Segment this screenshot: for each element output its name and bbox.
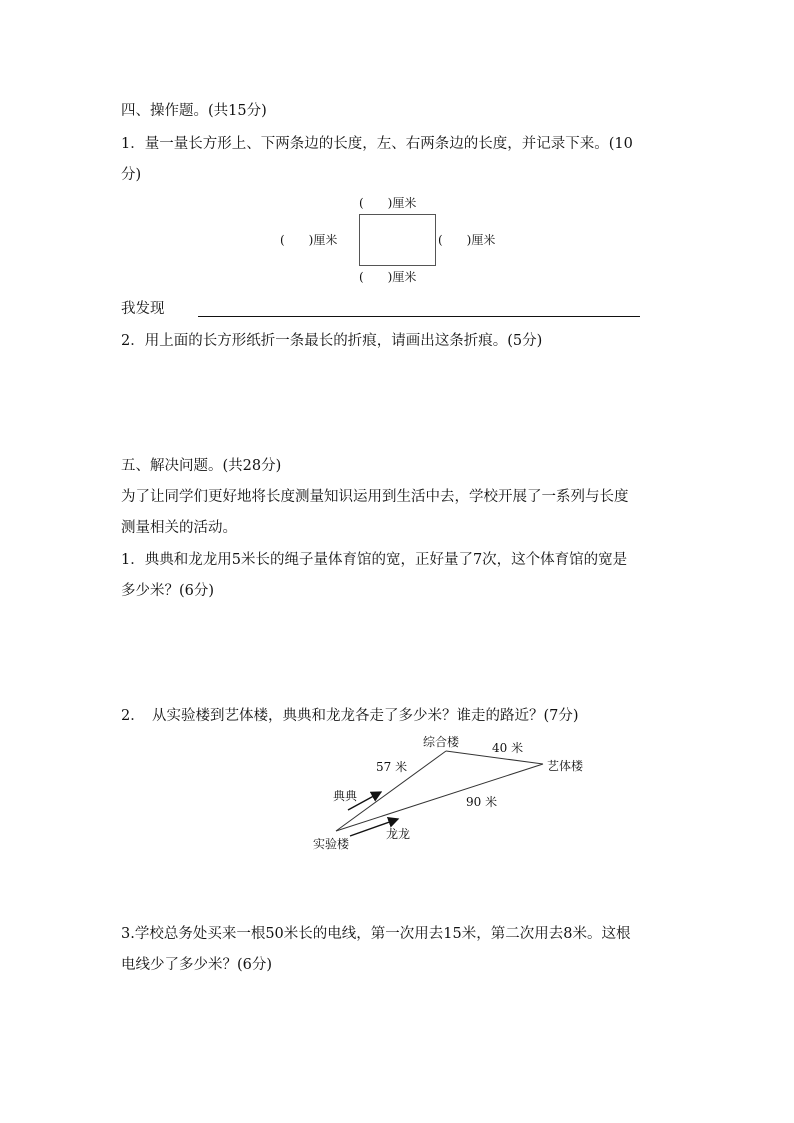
q1-text-line2: 分) <box>121 167 142 183</box>
yiti-label: 艺体楼 <box>547 759 584 773</box>
s5-q2-text: 2． 从实验楼到艺体楼，典典和龙龙各走了多少米？谁走的路近？(7分) <box>121 708 579 724</box>
path-shiyan-yiti <box>336 764 543 831</box>
section5-intro-line2: 测量相关的活动。 <box>121 520 237 536</box>
right-length-blank: ( )厘米 <box>438 233 496 247</box>
q2-text: 2．用上面的长方形纸折一条最长的折痕，请画出这条折痕。(5分) <box>121 333 543 349</box>
dist-57-label: 57 米 <box>376 760 408 774</box>
s5-q1-line1: 1．典典和龙龙用5米长的绳子量体育馆的宽，正好量了7次，这个体育馆的宽是 <box>121 552 628 568</box>
zonghe-label: 综合楼 <box>423 735 460 749</box>
section5-title: 五、解决问题。(共28分) <box>121 458 282 474</box>
section5-intro-line1: 为了让同学们更好地将长度测量知识运用到生活中去，学校开展了一系列与长度 <box>121 489 629 505</box>
longlong-label: 龙龙 <box>386 827 411 841</box>
left-length-blank: ( )厘米 <box>280 233 338 247</box>
s5-q1-line2: 多少米？(6分) <box>121 583 215 599</box>
s5-q3-line1: 3.学校总务处买来一根50米长的电线，第一次用去15米，第二次用去8米。这根 <box>121 926 631 942</box>
q1-text-line1: 1．量一量长方形上、下两条边的长度，左、右两条边的长度，并记录下来。(10 <box>121 136 633 152</box>
finding-label: 我发现 <box>121 301 165 317</box>
s5-q3-line2: 电线少了多少米？(6分) <box>121 957 273 973</box>
dist-90-label: 90 米 <box>466 795 498 809</box>
shiyan-label: 实验楼 <box>313 837 350 851</box>
dist-40-label: 40 米 <box>492 741 524 755</box>
diandian-label: 典典 <box>333 789 358 803</box>
bottom-length-blank: ( )厘米 <box>359 270 417 284</box>
section4-title: 四、操作题。(共15分) <box>121 103 267 119</box>
top-length-blank: ( )厘米 <box>359 196 417 210</box>
